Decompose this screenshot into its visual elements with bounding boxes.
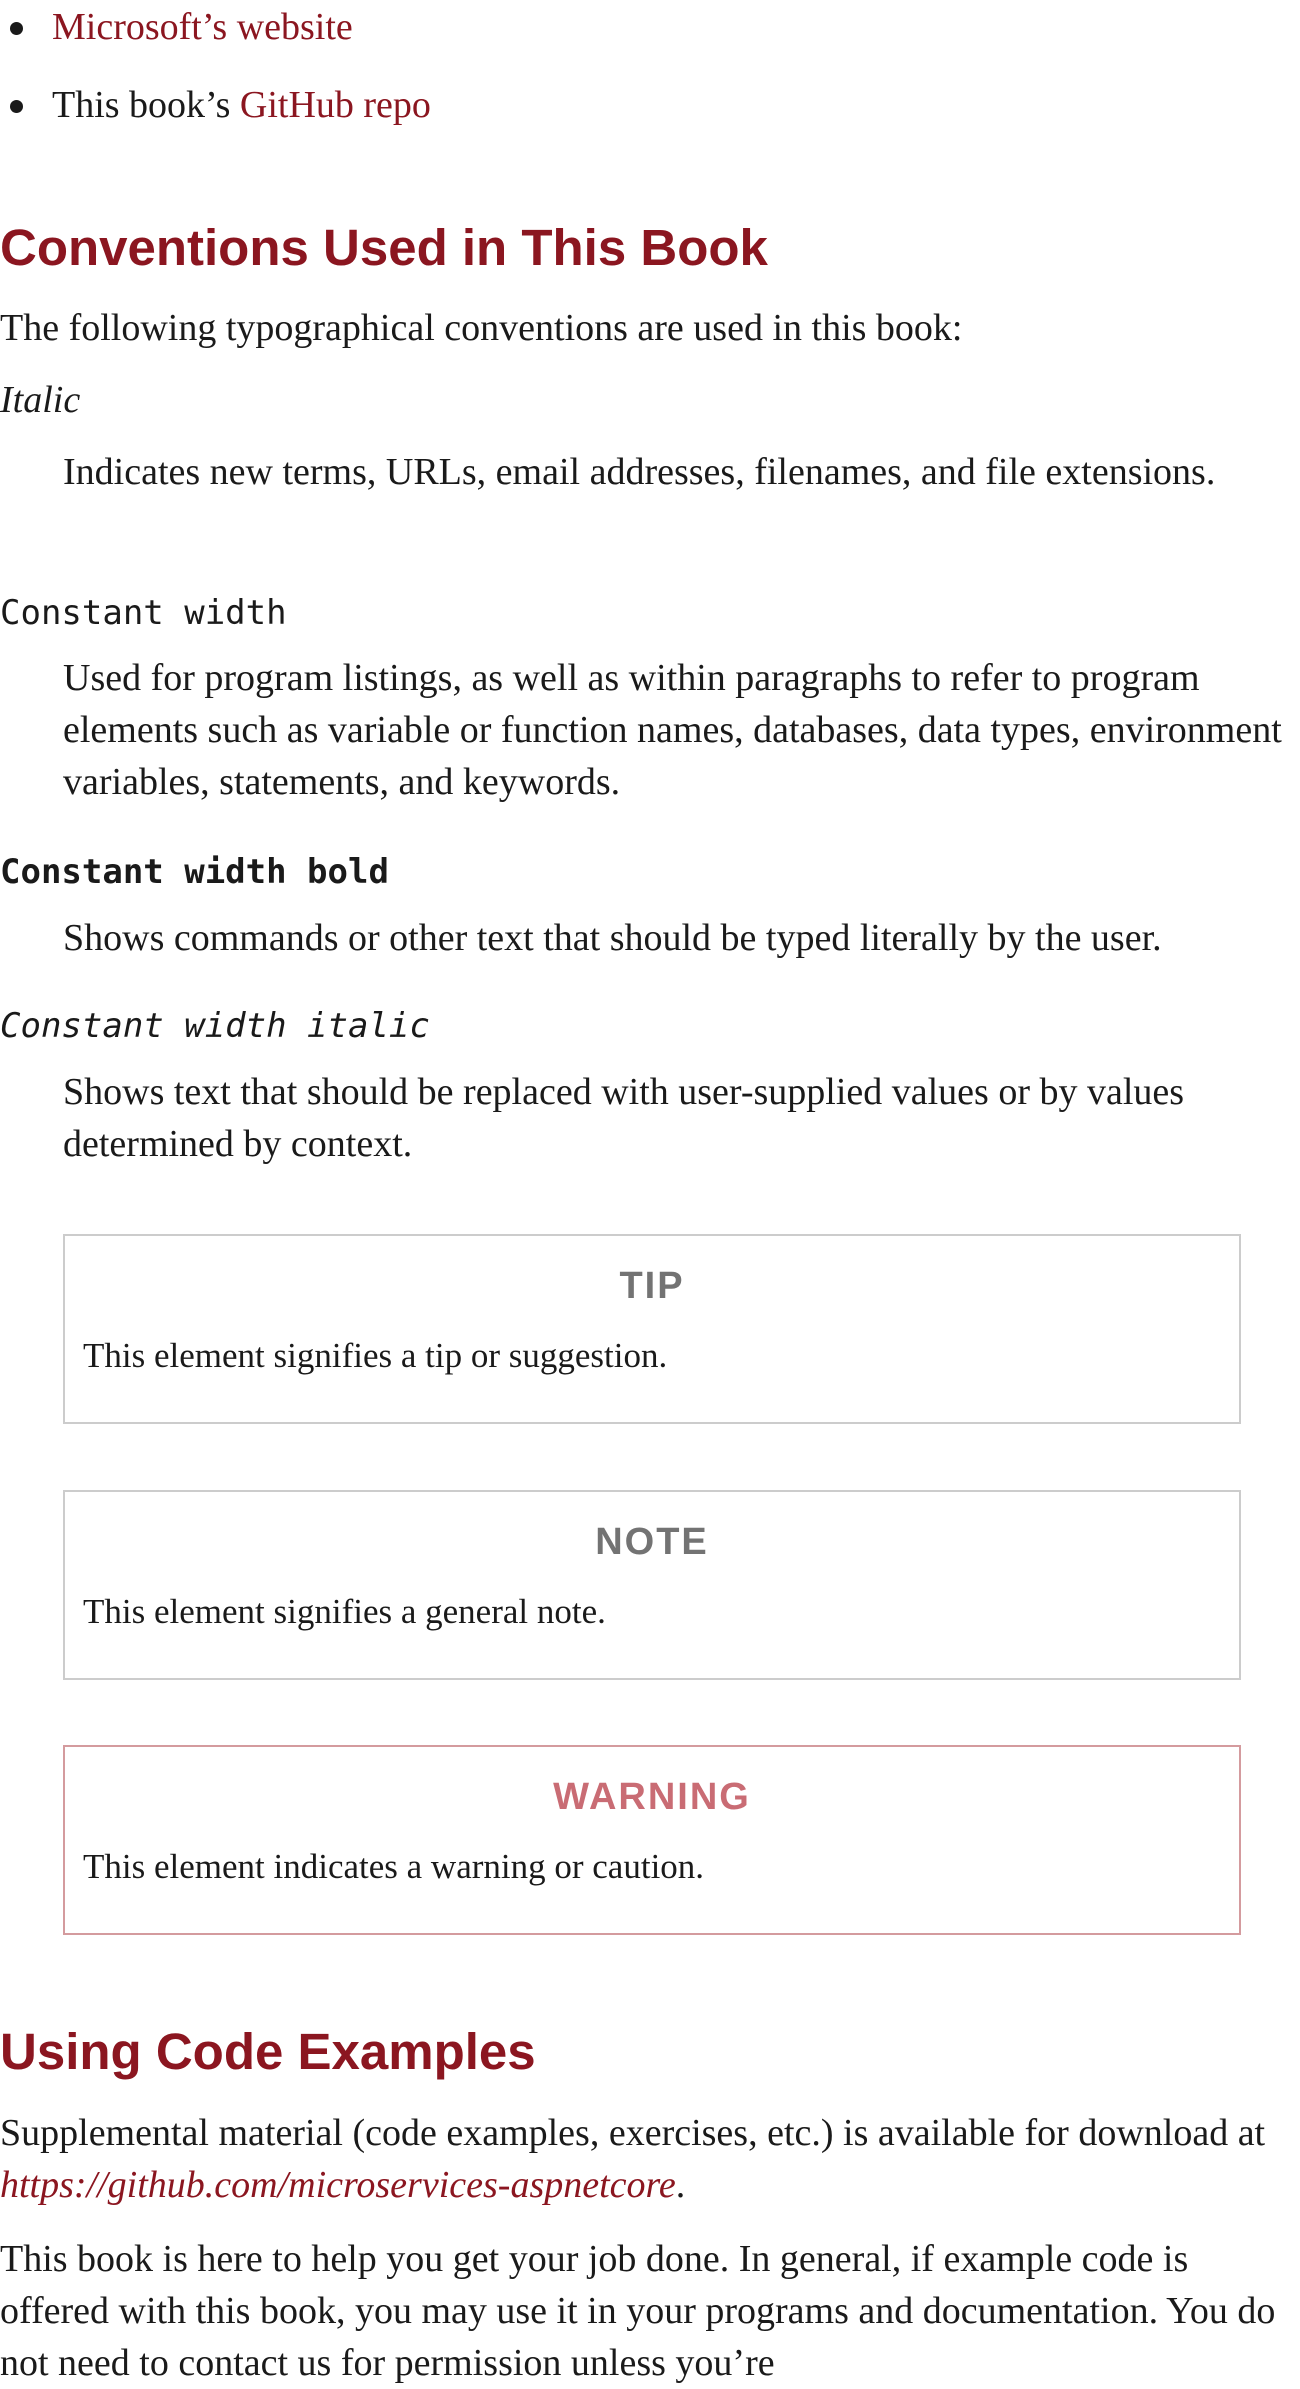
constant-width-bold-term: Constant width bold bbox=[0, 852, 389, 892]
constant-width-italic-definition: Shows text that should be replaced with user-supplied values or by values determined by context. bbox=[63, 1071, 1185, 1165]
tip-callout bbox=[63, 1234, 1241, 1424]
para1-prefix: Supplemental material (code examples, exercises, etc.) is available for download at bbox=[0, 2112, 1266, 2154]
italic-definition: Indicates new terms, URLs, email addresses, filenames, and file extensions. bbox=[63, 451, 1216, 493]
code-examples-para1 bbox=[0, 2107, 1290, 2211]
bullet-icon bbox=[10, 100, 23, 113]
italic-term: Italic bbox=[0, 379, 81, 421]
tip-body: This element signifies a tip or suggestion. bbox=[83, 1336, 668, 1375]
tip-heading: TIP bbox=[619, 1265, 685, 1307]
warning-body: This element indicates a warning or caution. bbox=[83, 1847, 705, 1886]
github-url-link[interactable]: https://github.com/microservices-aspnetcore bbox=[0, 2164, 676, 2206]
constant-width-bold-definition: Shows commands or other text that should be typed literally by the user. bbox=[63, 917, 1162, 959]
bullet-icon bbox=[10, 22, 23, 35]
list-item-prefix: This book’s bbox=[52, 84, 240, 126]
warning-callout bbox=[63, 1745, 1241, 1935]
note-body: This element signifies a general note. bbox=[83, 1592, 606, 1631]
note-heading: NOTE bbox=[595, 1521, 709, 1563]
conventions-heading: Conventions Used in This Book bbox=[0, 219, 768, 276]
conventions-intro: The following typographical conventions are used in this book: bbox=[0, 307, 963, 349]
microsoft-website-link[interactable]: Microsoft’s website bbox=[52, 6, 353, 48]
warning-heading: WARNING bbox=[553, 1776, 751, 1818]
code-examples-para2: This book is here to help you get your job done. In general, if example code is offered with this book, you may use it in your programs and documentation. You do not need to contact us for permission unless you’re bbox=[0, 2238, 1276, 2384]
code-examples-heading: Using Code Examples bbox=[0, 2023, 536, 2080]
note-callout bbox=[63, 1490, 1241, 1680]
constant-width-term: Constant width bbox=[0, 593, 287, 633]
constant-width-definition: Used for program listings, as well as within paragraphs to refer to program elements such as variable or function names, databases, data types, environment variables, statements, and keywords. bbox=[63, 657, 1282, 803]
constant-width-italic-term: Constant width italic bbox=[0, 1006, 430, 1046]
para1-suffix: . bbox=[675, 2164, 686, 2206]
github-repo-link[interactable]: GitHub repo bbox=[239, 84, 431, 126]
